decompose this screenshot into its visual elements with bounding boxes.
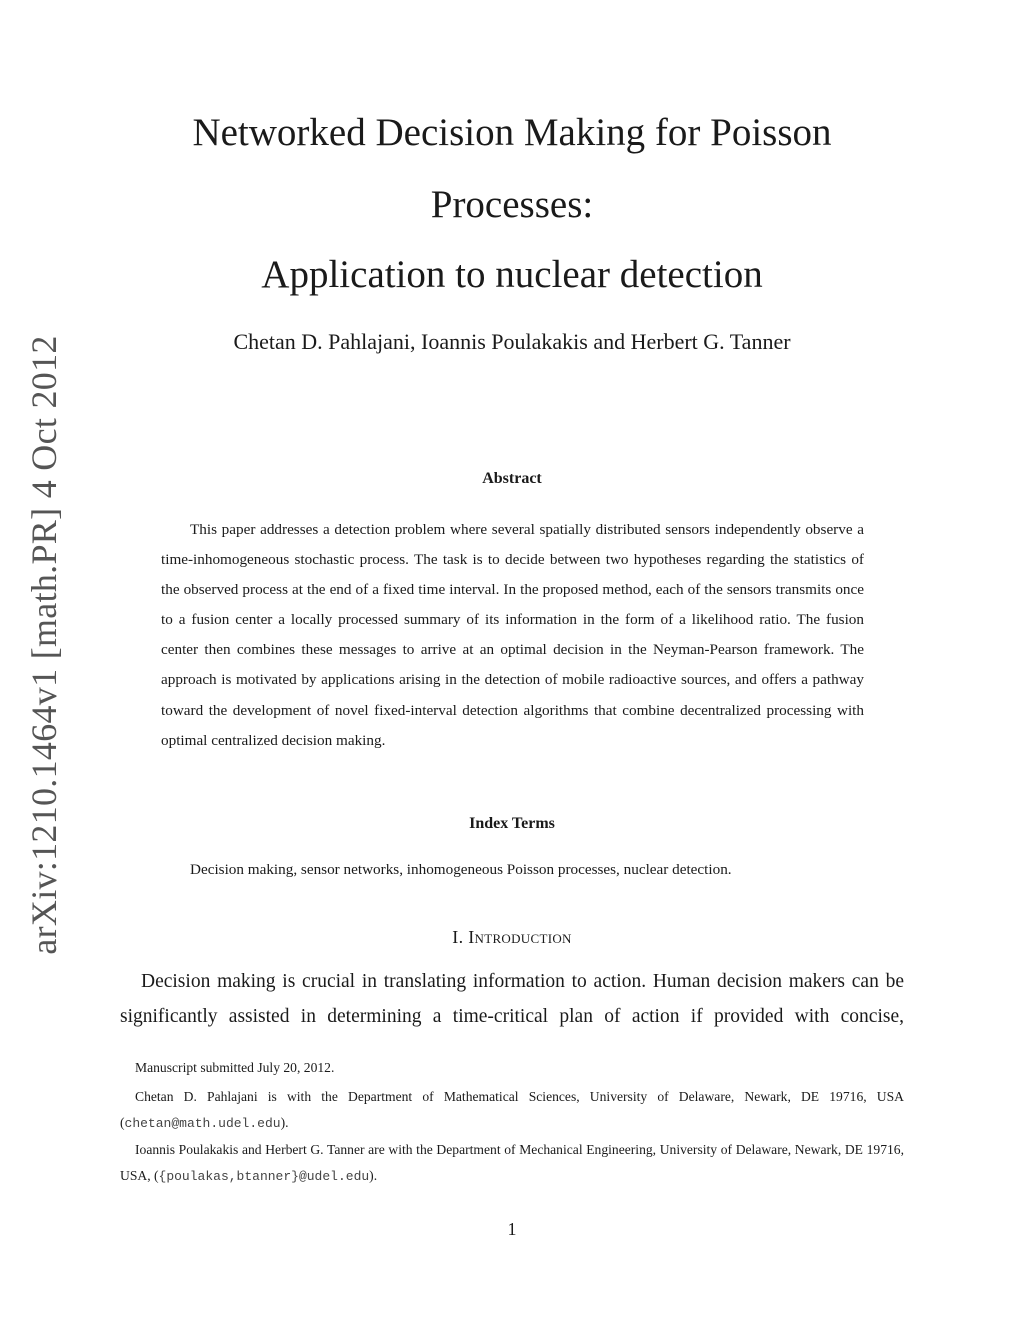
- index-terms-text: Decision making, sensor networks, inhomogeneous Poisson processes, nuclear detection.: [190, 861, 732, 878]
- footnote-submitted: Manuscript submitted July 20, 2012.: [135, 1060, 335, 1075]
- footnote-poulakakis-text: Ioannis Poulakakis and Herbert G. Tanner are with the Department of Mechanical Engineering, University of Delaware, Newark, DE 19716, USA, (: [120, 1142, 904, 1183]
- poulakakis-tanner-email-link[interactable]: {poulakas,btanner}@udel.edu: [158, 1169, 370, 1184]
- paper-title-line-1: Networked Decision Making for Poisson: [192, 111, 832, 154]
- introduction-numeral: I.: [452, 927, 464, 947]
- introduction-text: Decision making is crucial in translating information to action. Human decision makers can be significantly assisted in determining a time-critical plan of action if provided with concise,: [120, 971, 904, 1027]
- index-terms-heading: Index Terms: [469, 815, 555, 832]
- footnote-poulakakis-end: ).: [369, 1168, 378, 1183]
- abstract-text: This paper addresses a detection problem where several spatially distributed sensors independently observe a time-inhomogeneous stochastic process. The task is to decide between two hypotheses regarding the statistics of the observed process at the end of a fixed time interval. In the proposed method, each of the sensors transmits once to a fusion center a locally processed summary of its information in the form of a likelihood ratio. The fusion center then combines these messages to arrive at an optimal decision in the Neyman-Pearson framework. The approach is motivated by applications arising in the detection of mobile radioactive sources, and offers a pathway toward the development of novel fixed-interval detection algorithms that combine decentralized processing with optimal centralized decision making.: [161, 521, 864, 749]
- footnote-pahlajani-text: Chetan D. Pahlajani is with the Department of Mathematical Sciences, University of Delaware, Newark, DE 19716, USA (: [120, 1089, 904, 1130]
- footnote-poulakakis-tanner: [120, 1137, 904, 1190]
- page-number: 1: [507, 1219, 517, 1239]
- abstract-heading: Abstract: [482, 470, 542, 487]
- arxiv-stamp: arXiv:1210.1464v1 [math.PR] 4 Oct 2012: [24, 335, 64, 955]
- footnote-pahlajani: [120, 1084, 904, 1137]
- paper-title-line-2: Processes:: [430, 183, 594, 226]
- footnote-pahlajani-end: ).: [280, 1115, 289, 1130]
- introduction-title: Introduction: [468, 927, 572, 947]
- paper-title-line-3: Application to nuclear detection: [261, 253, 763, 296]
- pahlajani-email-link[interactable]: chetan@math.udel.edu: [124, 1116, 281, 1131]
- introduction-heading: [120, 927, 904, 948]
- author-list: Chetan D. Pahlajani, Ioannis Poulakakis and Herbert G. Tanner: [233, 329, 791, 354]
